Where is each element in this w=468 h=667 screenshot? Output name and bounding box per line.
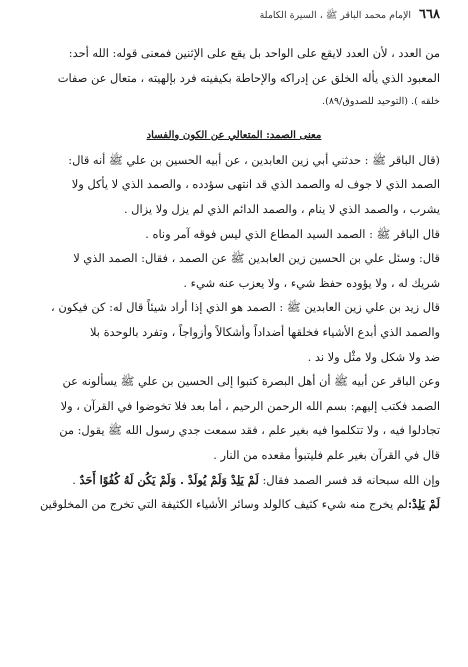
body-line: قال: وسئل علي بن الحسين زين العابدين ﷺ عن الصمد ، فقال: الصمد الذي لا xyxy=(73,251,440,266)
body-line: ضد ولا شكل ولا مثْل ولا ند . xyxy=(307,349,440,364)
body-line: قال في القرآن بغير علم فليتبوأ مقعده من النار . xyxy=(213,447,440,462)
body-line: والصمد الذي أبدع الأشياء فخلقها أضداداً وأشكالاً وأزواجاً ، وتفرد بالوحدة بلا xyxy=(89,324,440,339)
last-line-text: لم يخرج منه شيء كثيف كالولد وسائر الأشياء الكثيفة التي تخرج من المخلوقين xyxy=(39,497,408,512)
body-line: (قال الباقر ﷺ : حدثني أبي زين العابدين ، عن أبيه الحسين بن علي ﷺ أنه قال: xyxy=(68,152,440,167)
running-title: الإمام محمد الباقر ﷺ ، السيرة الكاملة xyxy=(259,10,412,21)
running-header xyxy=(28,8,440,23)
body-line: الصمد الذي لا جوف له والصمد الذي قد انتهى سؤدده ، والصمد الذي لا يأكل ولا xyxy=(71,177,440,192)
verse-line xyxy=(28,468,440,493)
quran-verse-fragment: لَمْ يَلِدْ: xyxy=(407,497,440,512)
last-line xyxy=(28,492,440,517)
body-line: وعن الباقر عن أبيه ﷺ أن أهل البصرة كتبوا إلى الحسين بن علي ﷺ يسألونه عن xyxy=(62,374,440,389)
verse-suffix: . xyxy=(72,472,76,487)
verse-prefix: وإن الله سبحانه قد فسر الصمد فقال: xyxy=(262,472,440,487)
section-heading: معنى الصمد: المتعالي عن الكون والفساد xyxy=(146,128,322,141)
intro-line-1: من العدد ، لأن العدد لايقع على الواحد بل يقع على الإثنين فمعنى قوله: الله أحد: xyxy=(68,46,440,60)
body-line: تجادلوا فيه ، ولا تتكلموا فيه بغير علم ، فقد سمعت جدي رسول الله ﷺ يقول: من xyxy=(59,423,440,438)
body-line: قال زيد بن علي زين العابدين ﷺ : الصمد هو الذي إذا أراد شيئاً قال له: كن فيكون ، xyxy=(51,300,440,315)
intro-line-3: خلقه ). (التوحيد للصدوق/٨٩). xyxy=(322,96,440,108)
page-number: ٦٦٨ xyxy=(419,7,440,22)
body-line: شريك له ، ولا يؤوده حفظ شيء ، ولا يعزب عنه شيء . xyxy=(183,275,440,290)
quran-verse: لَمْ يَلِدْ وَلَمْ يُولَدْ . وَلَمْ يَكُن لَهُ كُفُوًا أَحَدٌ xyxy=(79,472,259,487)
body-line: الصمد فكتب إليهم: بسم الله الرحمن الرحيم ، أما بعد فلا تخوضوا في القرآن ، ولا xyxy=(60,398,440,413)
body-line: قال الباقر ﷺ : الصمد السيد المطاع الذي ليس فوقه آمر وناه . xyxy=(145,226,440,241)
intro-line-2: المعبود الذي يأله الخلق عن إدراكه والإحاطة بكيفيته فرد بإلهيته ، متعال عن صفات xyxy=(57,70,440,85)
body-line: يشرب ، والصمد الذي لا ينام ، والصمد الدائم الذي لم يزل ولا يزال . xyxy=(123,201,440,216)
